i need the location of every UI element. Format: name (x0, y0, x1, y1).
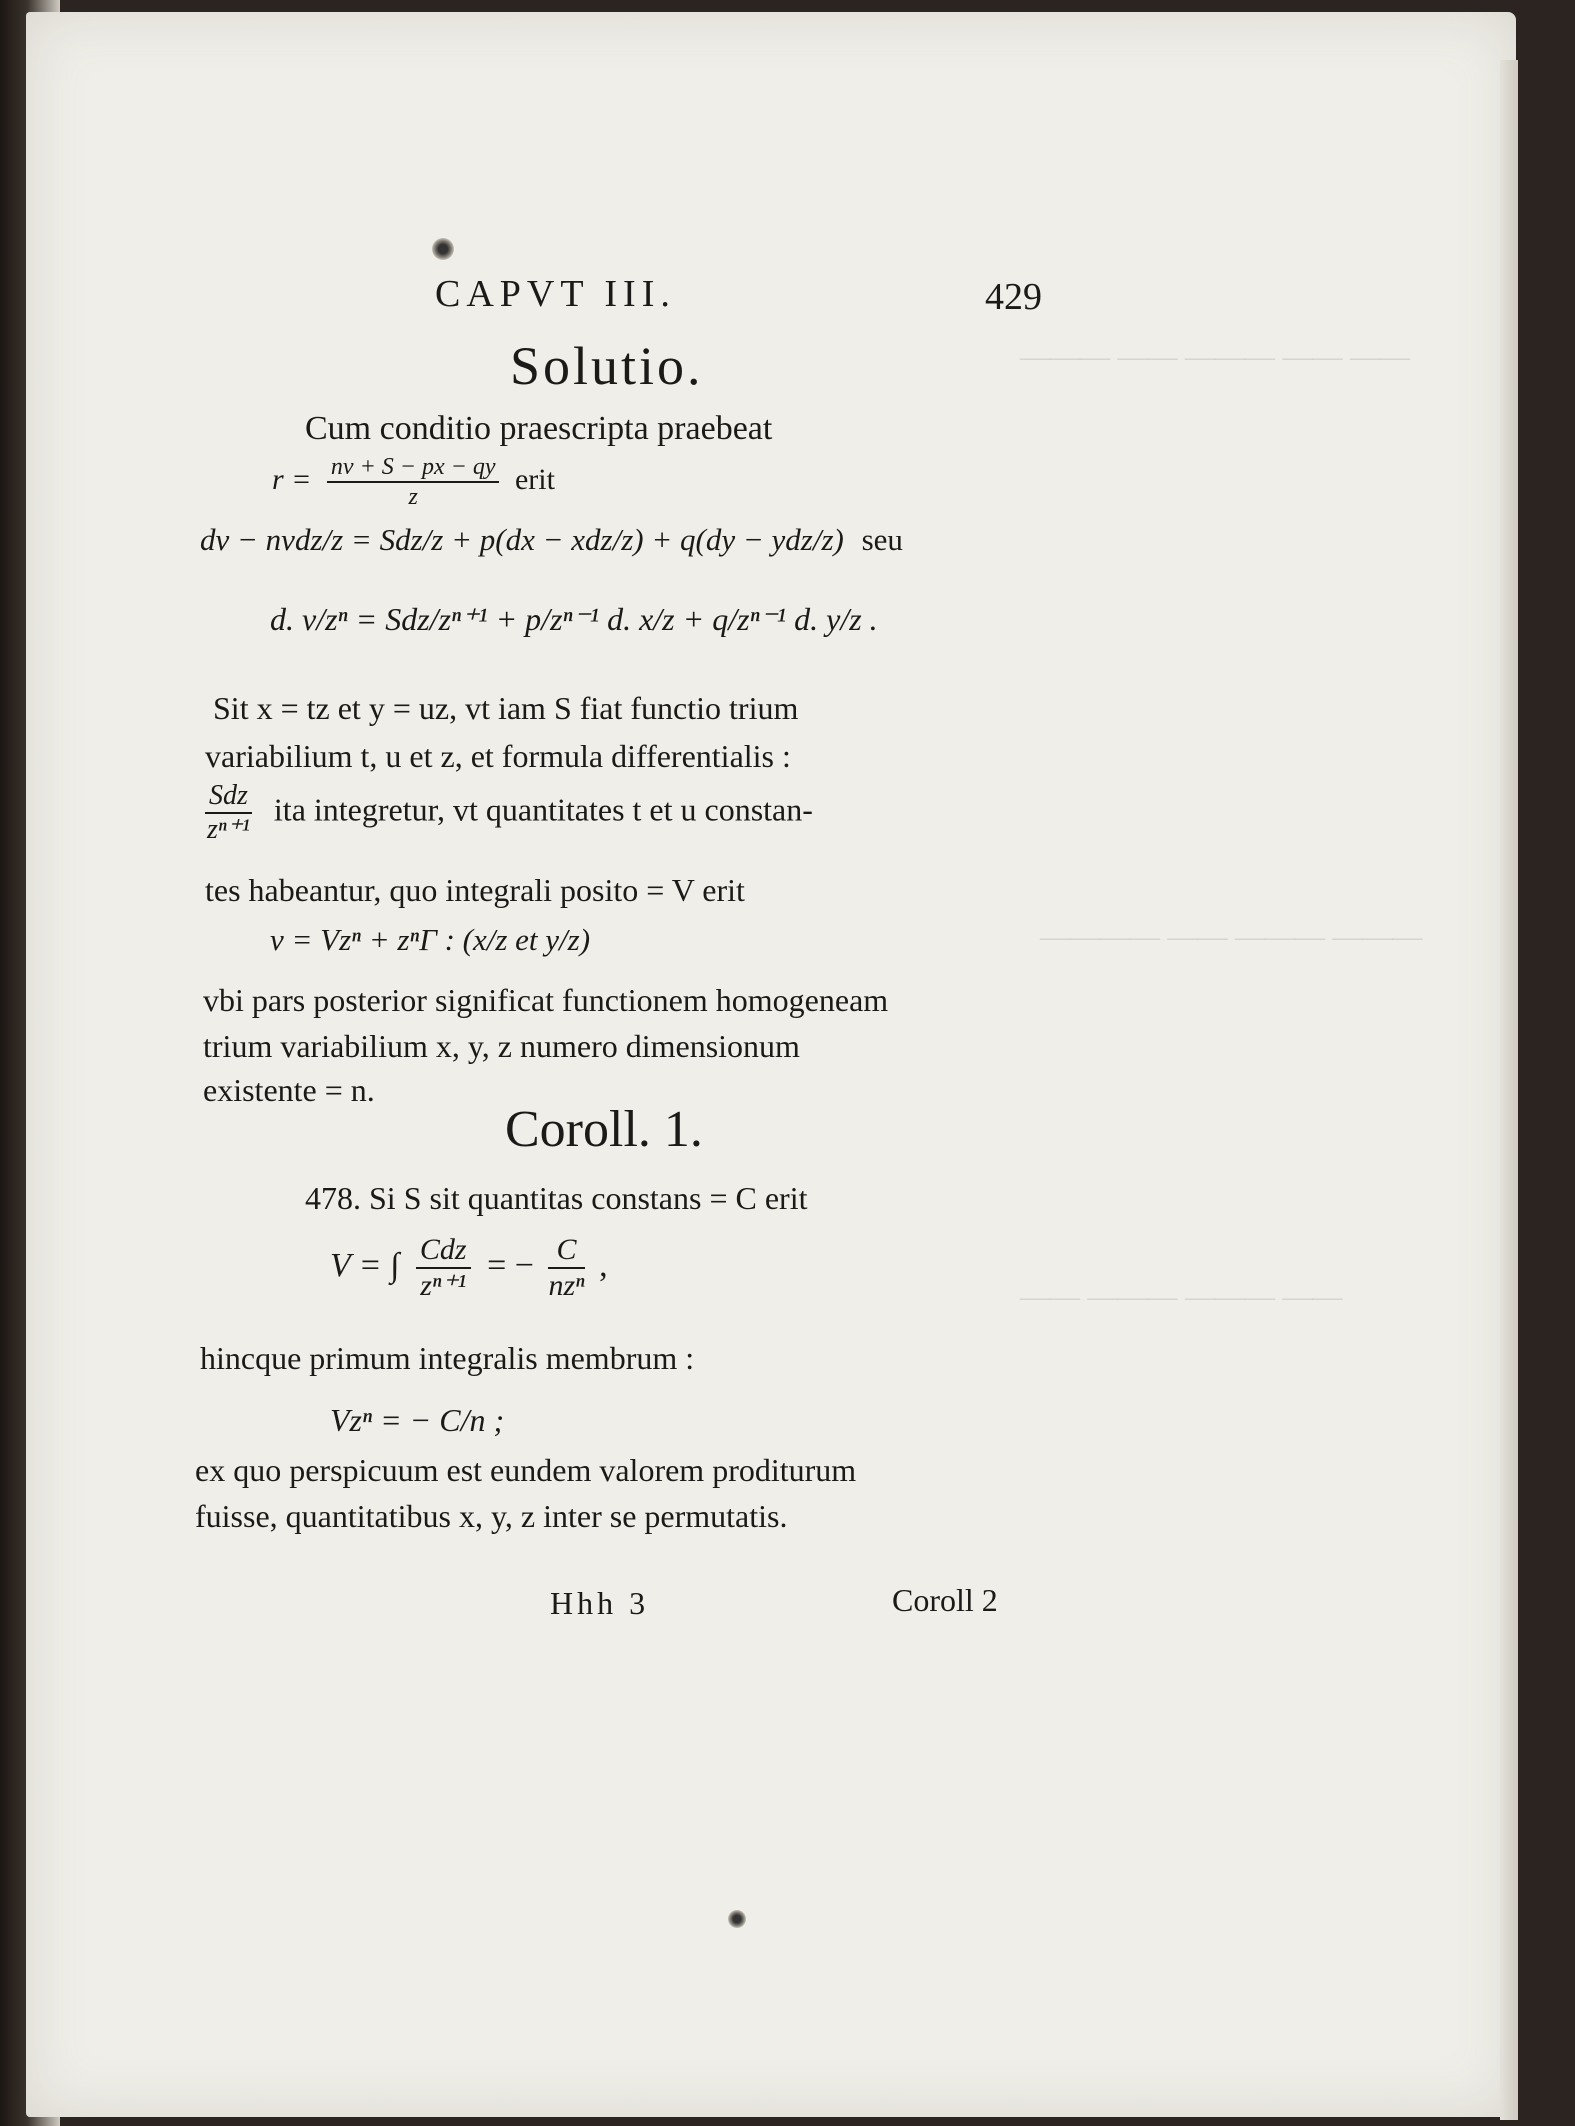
coroll-line1: Si S sit quantitas constans = C erit (369, 1180, 808, 1216)
eq2-tail: seu (861, 522, 903, 557)
eq1-denominator: z (408, 484, 418, 510)
equation-6: Vzⁿ = − C/n ; (330, 1402, 505, 1438)
equation-3: d. v/zⁿ = Sdz/zⁿ⁺¹ + p/zⁿ⁻¹ d. x/z + q/zⁿ⁻¹ d. y/z . (270, 601, 878, 637)
text-line: ex quo perspicuum est eundem valorem proditurum (195, 1452, 857, 1488)
catchword: Coroll 2 (892, 1582, 998, 1618)
eq5-num2: C (548, 1235, 584, 1269)
para1-fraction-num: Sdz (205, 782, 252, 814)
equation-5 (330, 1235, 608, 1301)
show-through: —— ——— ——— —— (1020, 1280, 1343, 1313)
paragraph-number: 478. (305, 1180, 361, 1216)
text-line: hincque primum integralis membrum : (200, 1340, 695, 1376)
eq5-den1: zⁿ⁺¹ (420, 1269, 467, 1302)
eq5-end: , (599, 1246, 608, 1284)
eq1-lhs: r = (272, 462, 312, 496)
eq5-num1: Cdz (416, 1235, 471, 1269)
section-heading: Solutio. (510, 336, 704, 396)
para1-fraction-den: zⁿ⁺¹ (207, 814, 250, 845)
eq5-fraction-1 (416, 1235, 471, 1301)
eq5-den2: nzⁿ (548, 1269, 585, 1302)
eq5-mid: = − (487, 1246, 534, 1284)
pin-hole-top (432, 238, 454, 260)
text-line: Cum conditio praescripta praebeat (305, 410, 773, 447)
text-line: existente = n. (203, 1072, 375, 1108)
text-line-with-fraction (205, 782, 813, 844)
eq1-numerator: nv + S − px − qy (327, 455, 500, 483)
page-number: 429 (985, 276, 1042, 318)
running-title: CAPVT III. (435, 273, 676, 315)
equation-2 (200, 522, 903, 558)
text-line: variabilium t, u et z, et formula differentialis : (205, 738, 791, 774)
text-line: trium variabilium x, y, z numero dimensionum (203, 1028, 800, 1064)
text-line (305, 1180, 807, 1217)
equation-1 (272, 455, 555, 509)
equation-4: v = Vzⁿ + zⁿΓ : (x/z et y/z) (270, 922, 591, 957)
show-through: ——— ——— —— ———— (1040, 920, 1423, 953)
para1-line3: ita integretur, vt quantitates t et u constan- (273, 791, 813, 828)
text-line: tes habeantur, quo integrali posito = V erit (205, 872, 745, 908)
section-heading: Coroll. 1. (505, 1101, 703, 1158)
text-line: Sit x = tz et y = uz, vt iam S fiat functio trium (213, 690, 799, 726)
eq2-body: dv − nvdz/z = Sdz/z + p(dx − xdz/z) + q(dy − ydz/z) (200, 522, 844, 557)
show-through: —— —— ——— —— ——— (1020, 340, 1410, 373)
para1-fraction (205, 782, 252, 844)
eq1-tail: erit (514, 462, 555, 496)
eq5-fraction-2 (548, 1235, 584, 1301)
text-line: vbi pars posterior significat functionem homogeneam (203, 982, 889, 1018)
eq1-fraction (327, 455, 500, 509)
signature-mark: Hhh 3 (550, 1585, 650, 1621)
pin-hole-bottom (728, 1910, 746, 1928)
page-edge (1500, 60, 1518, 2120)
text-line: fuisse, quantitatibus x, y, z inter se permutatis. (195, 1498, 788, 1534)
eq5-lhs: V = ∫ (330, 1246, 400, 1284)
